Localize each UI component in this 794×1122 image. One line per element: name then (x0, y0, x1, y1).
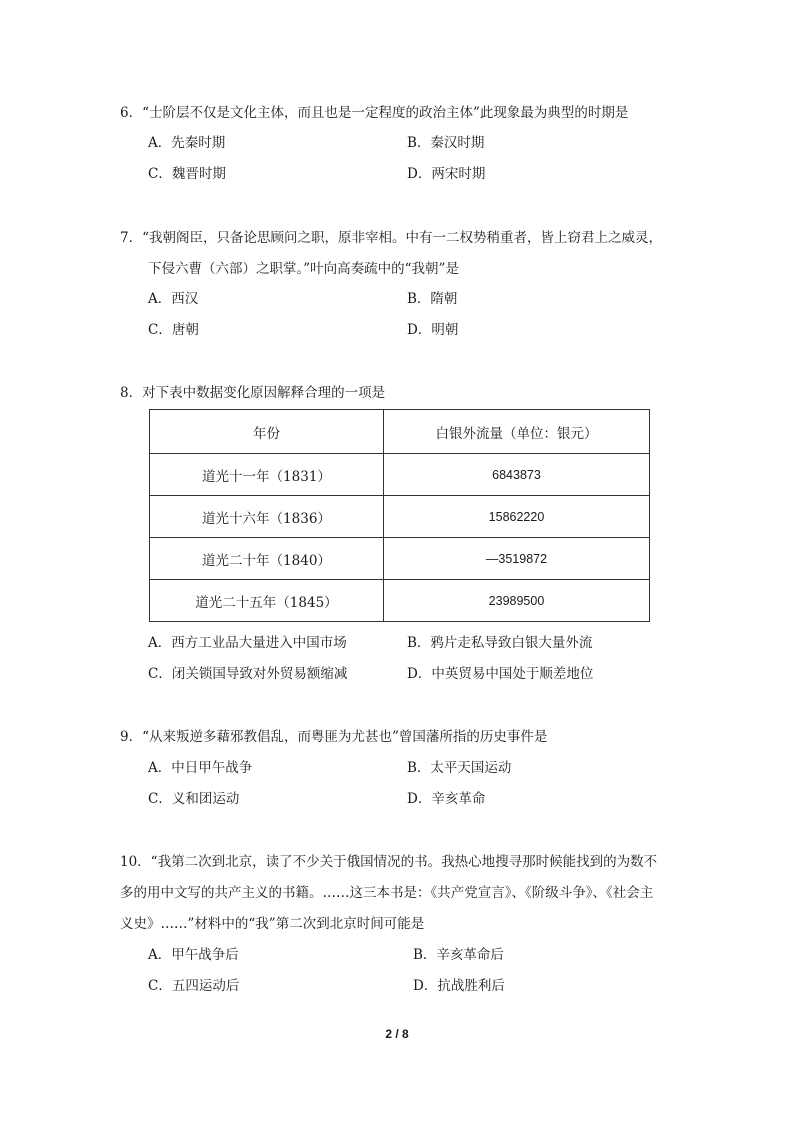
question-9-option-a: A．中日甲午战争 (148, 760, 253, 776)
question-8-option-d: D．中英贸易中国处于顺差地位 (407, 666, 594, 682)
table-row (150, 454, 650, 496)
question-10-stem-line-2: 多的用中文写的共产主义的书籍。……这三本书是：《共产党宣言》、《阶级斗争》、《社会主 (120, 885, 654, 901)
question-6-option-c: C．魏晋时期 (148, 166, 226, 182)
table-header-year: 年份 (150, 410, 384, 454)
question-10-option-d: D．抗战胜利后 (413, 978, 505, 994)
table-header-row (150, 410, 650, 454)
question-9-option-b: B．太平天国运动 (407, 760, 512, 776)
question-7-stem-line-2: 下侵六曹（六部）之职掌。”叶向高奏疏中的“我朝”是 (148, 261, 459, 277)
question-10-stem-line-1: 10．“我第二次到北京，读了不少关于俄国情况的书。我热心地搜寻那时候能找到的为数不 (120, 854, 658, 870)
question-6-option-d: D．两宋时期 (407, 166, 486, 182)
question-7-option-a: A．西汉 (148, 291, 199, 307)
table-row (150, 580, 650, 622)
table-header-outflow: 白银外流量（单位：银元） (383, 410, 649, 454)
question-8-option-b: B．鸦片走私导致白银大量外流 (407, 635, 593, 651)
question-9-stem: 9．“从来叛逆多藉邪教倡乱，而粤匪为尤甚也”曾国藩所指的历史事件是 (120, 729, 548, 745)
table-cell-outflow: 15862220 (383, 496, 649, 538)
table-cell-outflow: 23989500 (383, 580, 649, 622)
question-7-option-d: D．明朝 (407, 322, 459, 338)
table-row (150, 496, 650, 538)
table-row (150, 538, 650, 580)
question-8-option-a: A．西方工业品大量进入中国市场 (148, 635, 347, 651)
table-cell-year: 道光二十五年（1845） (150, 580, 384, 622)
question-9-option-c: C．义和团运动 (148, 791, 240, 807)
question-10-option-a: A．甲午战争后 (148, 947, 239, 963)
table-cell-year: 道光十一年（1831） (150, 454, 384, 496)
silver-outflow-table (149, 409, 650, 622)
question-10-stem-line-3: 义史》……”材料中的“我”第二次到北京时间可能是 (120, 916, 425, 932)
question-7-stem-line-1: 7．“我朝阁臣，只备论思顾问之职，原非宰相。中有一二权势稍重者，皆上窃君上之威灵， (120, 230, 662, 246)
question-6-stem: 6．“士阶层不仅是文化主体，而且也是一定程度的政治主体”此现象最为典型的时期是 (120, 105, 629, 121)
page-number: 2 / 8 (385, 1027, 409, 1041)
table-cell-outflow: —3519872 (383, 538, 649, 580)
question-6-option-a: A．先秦时期 (148, 135, 226, 151)
question-7-option-c: C．唐朝 (148, 322, 199, 338)
question-10-option-b: B．辛亥革命后 (413, 947, 504, 963)
question-10-option-c: C．五四运动后 (148, 978, 240, 994)
table-cell-year: 道光十六年（1836） (150, 496, 384, 538)
question-8-stem: 8．对下表中数据变化原因解释合理的一项是 (120, 385, 386, 401)
question-9-option-d: D．辛亥革命 (407, 791, 486, 807)
question-8-option-c: C．闭关锁国导致对外贸易额缩减 (148, 666, 348, 682)
question-6-option-b: B．秦汉时期 (407, 135, 485, 151)
table-cell-outflow: 6843873 (383, 454, 649, 496)
question-7-option-b: B．隋朝 (407, 291, 458, 307)
table-cell-year: 道光二十年（1840） (150, 538, 384, 580)
